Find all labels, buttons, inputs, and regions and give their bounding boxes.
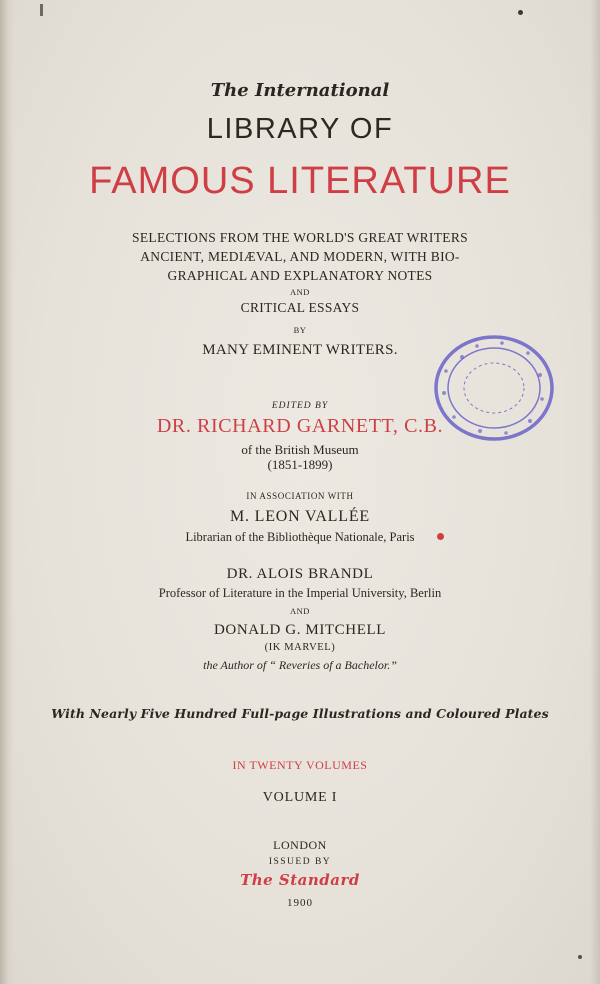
editor-years: (1851-1899) xyxy=(267,457,333,472)
volume-count: IN TWENTY VOLUMES xyxy=(232,758,368,772)
associates-and: AND xyxy=(290,606,310,616)
ink-dot-bottom xyxy=(578,955,582,959)
page-mark xyxy=(40,4,43,16)
imprint-publisher: The Standard xyxy=(240,871,360,889)
associate-3-name: DONALD G. MITCHELL xyxy=(213,622,387,638)
associate-3-role: the Author of “ Reveries of a Bachelor.” xyxy=(203,658,397,672)
editor-name: DR. RICHARD GARNETT, C.B. xyxy=(156,415,444,437)
subtitle-by: BY xyxy=(293,325,307,335)
subtitle-and: AND xyxy=(290,287,310,297)
edited-by-label: EDITED BY xyxy=(271,401,329,411)
illustrations-note: With Nearly Five Hundred Full-page Illustrations and Coloured Plates xyxy=(51,706,549,721)
subtitle-line-1: SELECTIONS FROM THE WORLD'S GREAT WRITERS xyxy=(132,230,468,245)
imprint-city: LONDON xyxy=(273,838,327,852)
associate-2-name: DR. ALOIS BRANDL xyxy=(226,566,374,582)
subtitle-line-4: CRITICAL ESSAYS xyxy=(240,300,360,315)
associate-2-role: Professor of Literature in the Imperial University, Berlin xyxy=(158,586,442,600)
imprint-year: 1900 xyxy=(287,897,313,909)
in-association-label: IN ASSOCIATION WITH xyxy=(246,491,354,501)
editor-affiliation: of the British Museum xyxy=(241,442,359,457)
ink-dot xyxy=(518,10,523,15)
associate-1-role: Librarian of the Bibliothèque Nationale, Paris xyxy=(185,530,415,544)
associate-1-name: M. LEON VALLÉE xyxy=(230,508,370,525)
subtitle-line-5: MANY EMINENT WRITERS. xyxy=(202,342,398,358)
library-stamp-icon xyxy=(432,333,556,443)
series-title: The International xyxy=(210,80,390,101)
imprint-issued-by: ISSUED BY xyxy=(268,857,332,867)
title-line-library: LIBRARY OF xyxy=(206,113,394,145)
subtitle-line-2: ANCIENT, MEDIÆVAL, AND MODERN, WITH BIO- xyxy=(140,249,460,264)
subtitle-line-3: GRAPHICAL AND EXPLANATORY NOTES xyxy=(167,268,433,283)
associate-3-alias: (IK MARVEL) xyxy=(264,642,336,653)
title-line-famous-literature: FAMOUS LITERATURE xyxy=(89,160,511,202)
volume-number: VOLUME I xyxy=(262,790,338,805)
red-ink-dot xyxy=(437,533,444,540)
